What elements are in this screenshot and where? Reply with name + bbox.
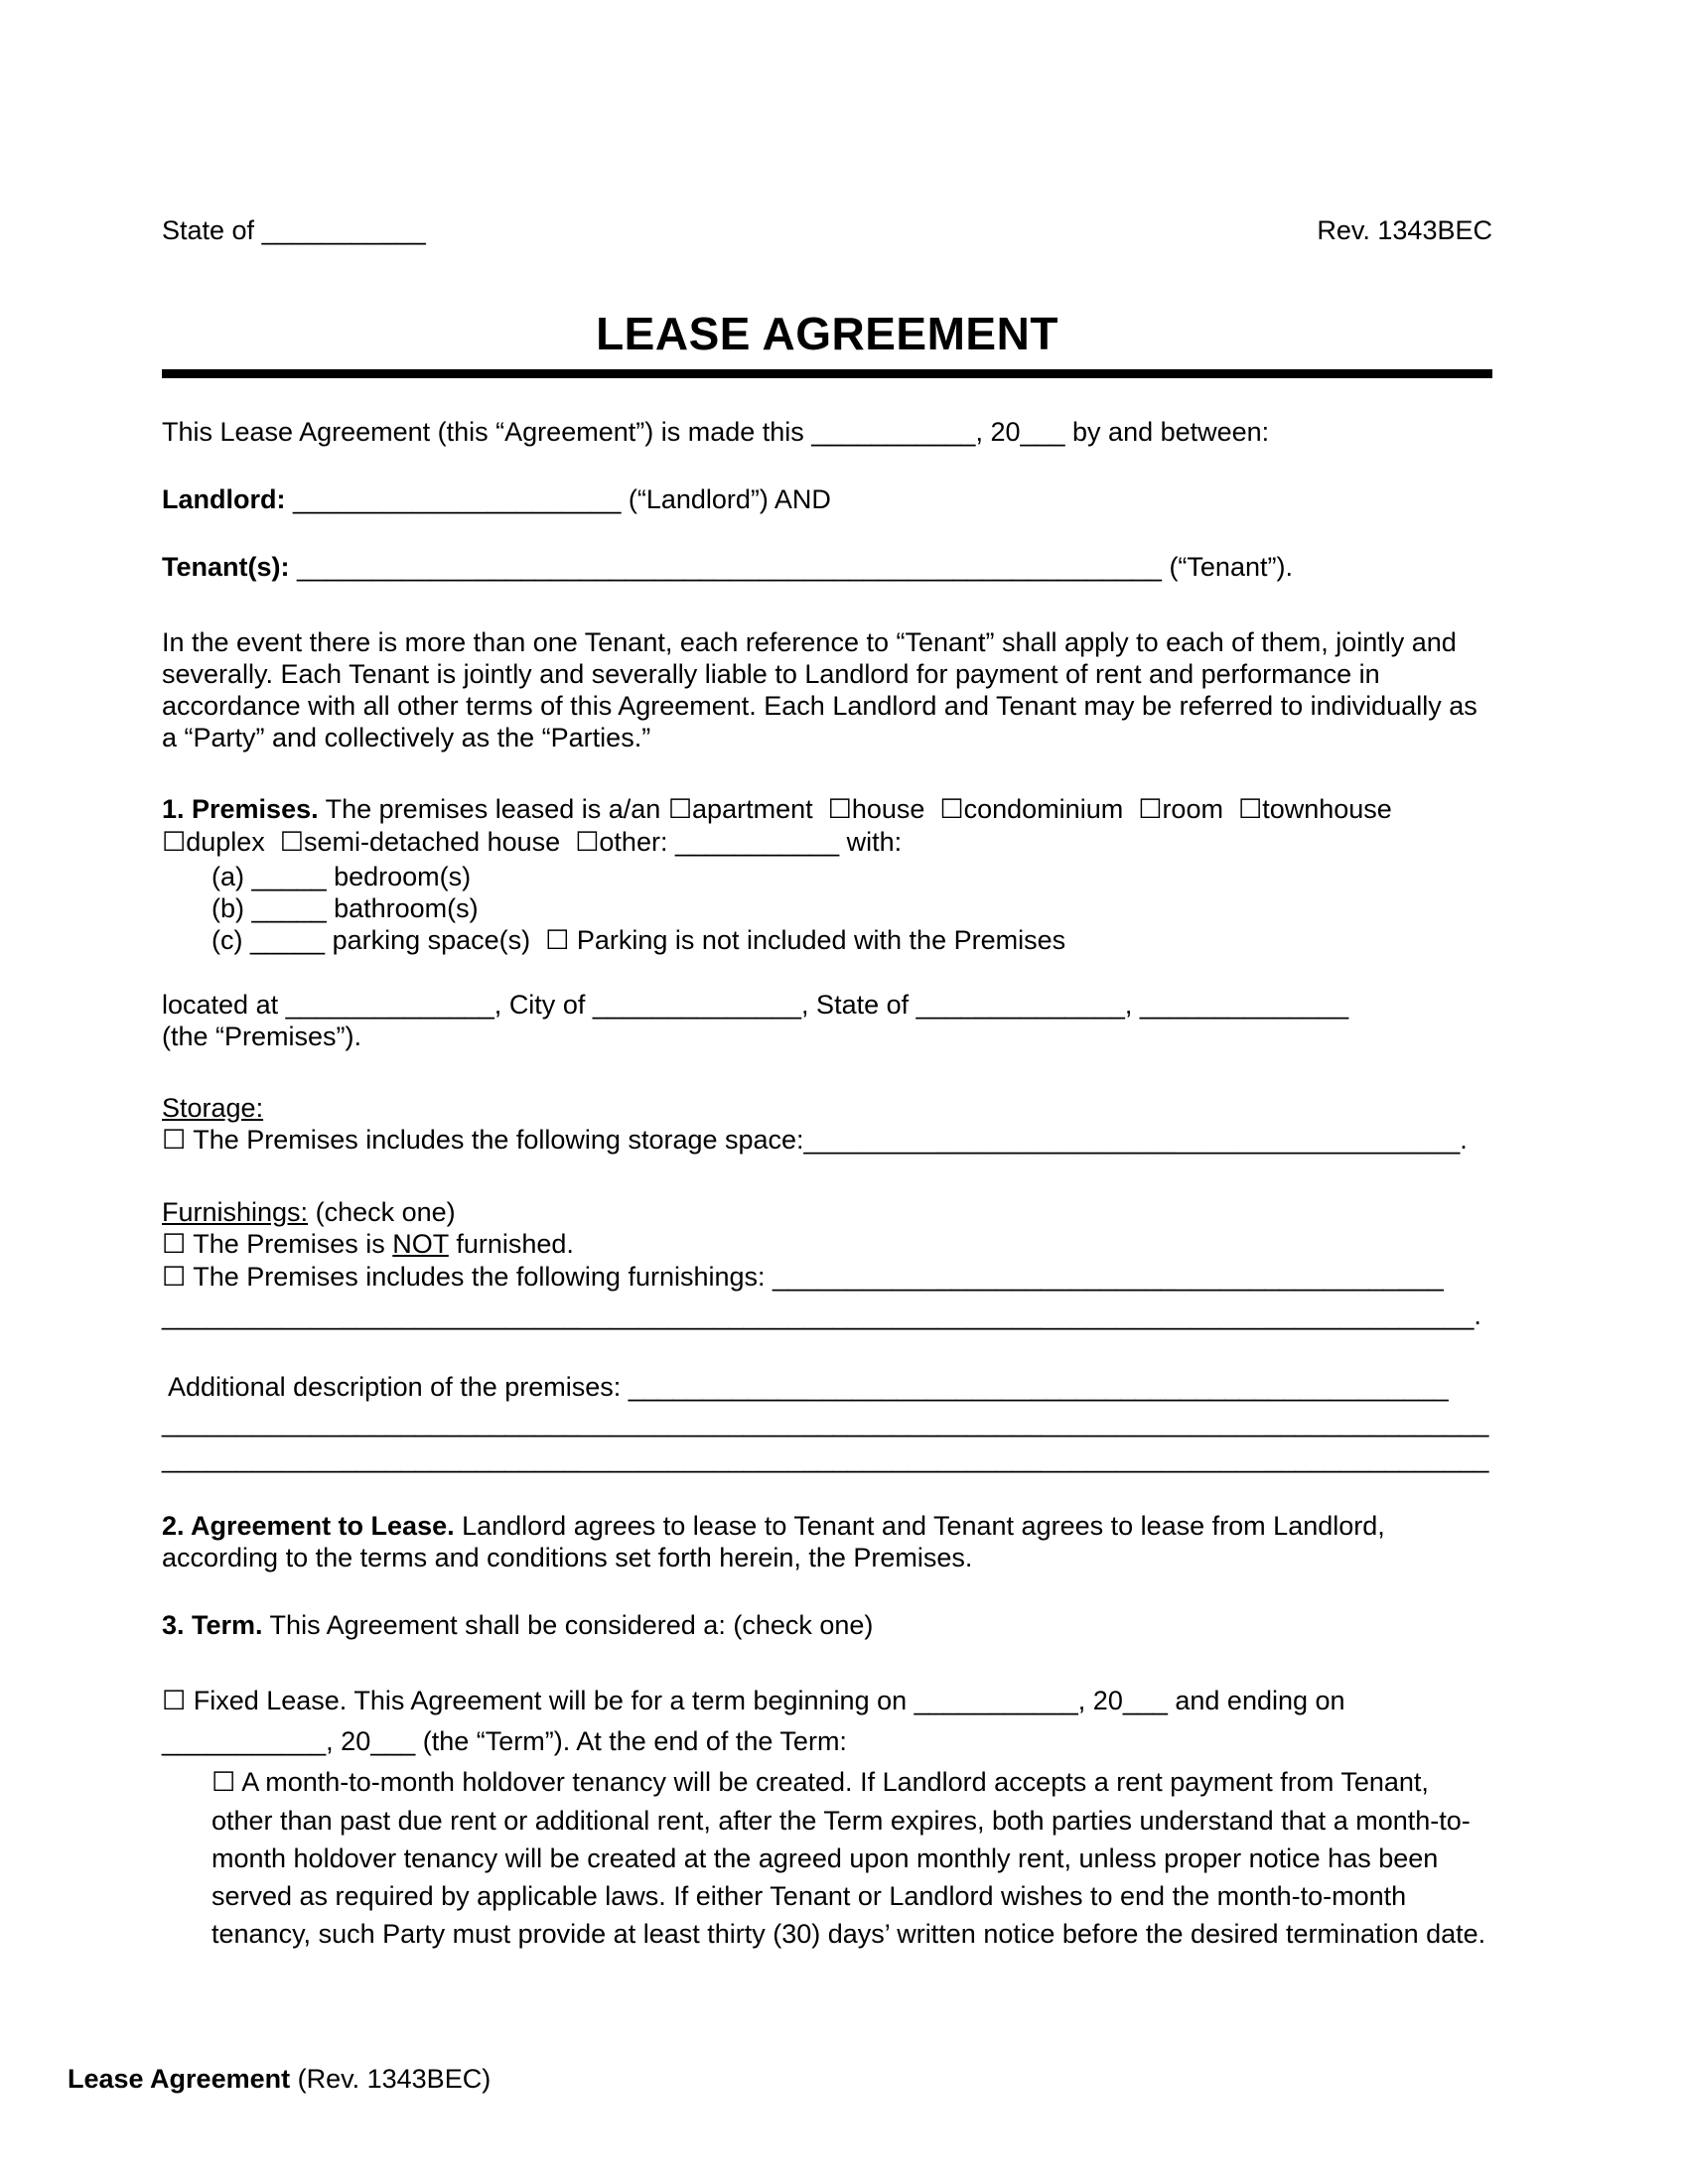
additional-description-line: Additional description of the premises: _______________________________________________________ — [162, 1372, 1449, 1402]
agreement-to-lease-paragraph: 2. Agreement to Lease. Landlord agrees to lease to Tenant and Tenant agrees to lease from Landlord, according to the terms and conditions set forth herein, the Premises. — [162, 1511, 1393, 1572]
holdover-paragraph: ☐ A month-to-month holdover tenancy will be created. If Landlord accepts a rent payment from Tenant, other than past due rent or additional rent, after the Term expires, both parties understand that a month-to-month holdover tenancy will be created at the agreed upon monthly rent, unless proper notice has been served as required by applicable laws. If either Tenant or Landlord wishes to end the month-to-month tenancy, such Party must provide at least thirty (30) days’ written notice before the desired termination date. — [211, 1767, 1486, 1949]
premises-definition-line: (the “Premises”). — [162, 1022, 362, 1051]
checkbox-icon: ☐ — [939, 794, 964, 825]
additional-blank-line-1: _________________________________________________________________________________________ — [162, 1408, 1489, 1437]
term-heading-line: 3. Term. This Agreement shall be considered a: (check one) — [162, 1610, 874, 1640]
checkbox-icon: ☐ — [162, 1262, 187, 1293]
additional-description-block — [162, 1371, 1492, 1474]
checkbox-icon: ☐ — [162, 827, 187, 858]
tenant-line: Tenant(s): __________________________________________________________ (“Tenant”). — [162, 552, 1293, 582]
checkbox-icon: ☐ — [1138, 794, 1163, 825]
checkbox-icon: ☐ — [211, 1767, 236, 1798]
fixed-lease-block — [162, 1681, 1492, 1953]
premises-items — [211, 861, 1492, 957]
bathrooms-line: (b) _____ bathroom(s) — [211, 893, 479, 923]
title-rule — [162, 369, 1492, 378]
document-header — [162, 214, 1492, 246]
furnishings-block — [162, 1196, 1492, 1331]
location-block — [162, 989, 1492, 1052]
checkbox-icon: ☐ — [162, 1125, 187, 1156]
fixed-lease-line-1: ☐ Fixed Lease. This Agreement will be for a term beginning on ___________, 20___ and ending on — [162, 1686, 1345, 1716]
bedrooms-line: (a) _____ bedroom(s) — [211, 862, 472, 891]
located-at-line: located at ______________, City of ______________, State of ______________, ______________ — [162, 990, 1349, 1020]
checkbox-icon: ☐ — [162, 1229, 187, 1260]
not-furnished-line: ☐ The Premises is NOT furnished. — [162, 1229, 574, 1260]
premises-section — [162, 793, 1492, 957]
checkbox-icon: ☐ — [827, 794, 852, 825]
joint-liability-paragraph: In the event there is more than one Tenant, each reference to “Tenant” shall apply to each of them, jointly and severally. Each Tenant is jointly and severally liable to Landlord for payment of rent and performance in accordance with all other terms of this Agreement. Each Landlord and Tenant may be referred to individually as a “Party” and collectively as the “Parties.” — [162, 627, 1485, 752]
storage-block — [162, 1092, 1492, 1157]
furnishings-heading: Furnishings: (check one) — [162, 1197, 456, 1227]
premises-options-line: ☐duplex ☐semi-detached house ☐other: ___________ with: — [162, 827, 903, 858]
intro-line: This Lease Agreement (this “Agreement”) is made this ___________, 20___ by and between: — [162, 417, 1270, 447]
state-of-line: State of ___________ — [162, 215, 426, 245]
checkbox-icon: ☐ — [279, 827, 305, 858]
storage-checkbox-line: ☐ The Premises includes the following storage space:____________________________________________. — [162, 1125, 1468, 1156]
storage-heading: Storage: — [162, 1093, 264, 1123]
landlord-line: Landlord: ______________________ (“Landlord”) AND — [162, 484, 831, 514]
furnishings-continuation-line: ________________________________________________________________________________________. — [162, 1300, 1481, 1330]
checkbox-icon: ☐ — [162, 1686, 187, 1716]
fixed-lease-line-2: ___________, 20___ (the “Term”). At the end of the Term: — [162, 1726, 847, 1756]
furnishings-list-line: ☐ The Premises includes the following furnishings: _____________________________________________ — [162, 1262, 1444, 1293]
parking-line: (c) _____ parking space(s) ☐ Parking is not included with the Premises — [211, 925, 1066, 956]
footer-label: Lease Agreement (Rev. 1343BEC) — [68, 2064, 492, 2094]
checkbox-icon: ☐ — [667, 794, 693, 825]
additional-blank-line-2: _________________________________________________________________________________________ — [162, 1443, 1489, 1473]
premises-heading-line: 1. Premises. The premises leased is a/an ☐apartment ☐house ☐condominium ☐room ☐townhouse — [162, 794, 1392, 825]
revision-label: Rev. 1343BEC — [1317, 215, 1492, 245]
document-content — [162, 214, 1492, 1953]
checkbox-icon: ☐ — [575, 827, 600, 858]
checkbox-icon: ☐ — [545, 925, 570, 956]
checkbox-icon: ☐ — [1237, 794, 1263, 825]
page-title: LEASE AGREEMENT — [596, 308, 1058, 359]
